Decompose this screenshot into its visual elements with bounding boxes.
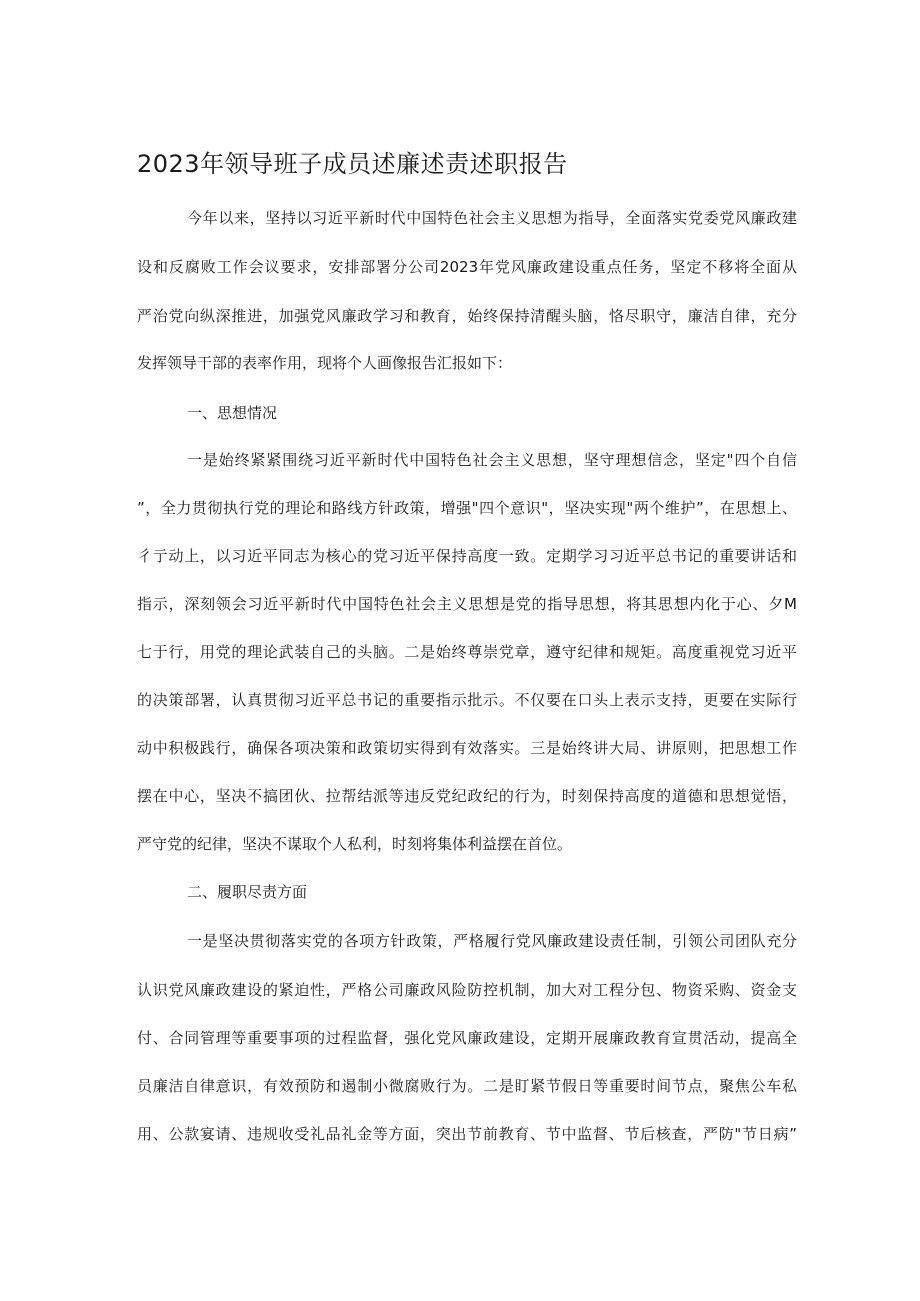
- document-title: 2023年领导班子成员述廉述责述职报告: [137, 150, 568, 178]
- paragraph-line: 今年以来，坚持以习近平新时代中国特色社会主义思想为指导，全面落实党委党风廉政建: [187, 209, 797, 227]
- paragraph-line: 认识党风廉政建设的紧迫性，严格公司廉政风险防控机制，加大对工程分包、物资采购、资金支: [137, 981, 797, 999]
- section-heading: 一、思想情况: [187, 404, 278, 422]
- paragraph-line: 的决策部署，认真贯彻习近平总书记的重要指示批示。不仅要在口头上表示支持，更要在实际行: [137, 691, 797, 709]
- paragraph-line: 员廉洁自律意识，有效预防和遏制小微腐败行为。二是盯紧节假日等重要时间节点，聚焦公车私: [137, 1077, 797, 1095]
- paragraph-line: 发挥领导干部的表率作用，现将个人画像报告汇报如下：: [137, 354, 513, 372]
- paragraph-line: 用、公款宴请、违规收受礼品礼金等方面，突出节前教育、节中监督、节后核查，严防"节日病”: [137, 1125, 797, 1143]
- paragraph-line: 付、合同管理等重要事项的过程监督，强化党风廉政建设，定期开展廉政教育宣贯活动，提高全: [137, 1029, 797, 1047]
- paragraph-line: 指示，深刻领会习近平新时代中国特色社会主义思想是党的指导思想，将其思想内化于心、夕M: [137, 595, 797, 613]
- paragraph-line: 七于行，用党的理论武装自己的头脑。二是始终尊崇党章，遵守纪律和规矩。高度重视党习近平: [137, 643, 797, 661]
- paragraph-line: 摆在中心，坚决不搞团伙、拉帮结派等违反党纪政纪的行为，时刻保持高度的道德和思想觉悟，: [137, 787, 797, 805]
- paragraph-line: 动中积极践行，确保各项决策和政策切实得到有效落实。三是始终讲大局、讲原则，把思想工作: [137, 739, 797, 757]
- paragraph-line: 一是坚决贯彻落实党的各项方针政策，严格履行党风廉政建设责任制，引领公司团队充分: [187, 932, 797, 950]
- paragraph-line: 彳亍动上，以习近平同志为核心的党习近平保持高度一致。定期学习习近平总书记的重要讲话和: [137, 547, 797, 565]
- paragraph-line: ”，全力贯彻执行党的理论和路线方针政策，增强"四个意识"，坚决实现"两个维护”，在思想上、: [137, 499, 797, 517]
- paragraph-line: 严守党的纪律，坚决不谋取个人私利，时刻将集体利益摆在首位。: [137, 835, 573, 853]
- paragraph-line: 设和反腐败工作会议要求，安排部署分公司2023年党风廉政建设重点任务，坚定不移将全面从: [137, 258, 797, 276]
- paragraph-line: 一是始终紧紧围绕习近平新时代中国特色社会主义思想，坚守理想信念，坚定"四个自信: [187, 451, 797, 469]
- paragraph-line: 严治党向纵深推进，加强党风廉政学习和教育，始终保持清醒头脑，恪尽职守，廉洁自律，充分: [137, 307, 797, 325]
- section-heading: 二、履职尽责方面: [187, 883, 308, 901]
